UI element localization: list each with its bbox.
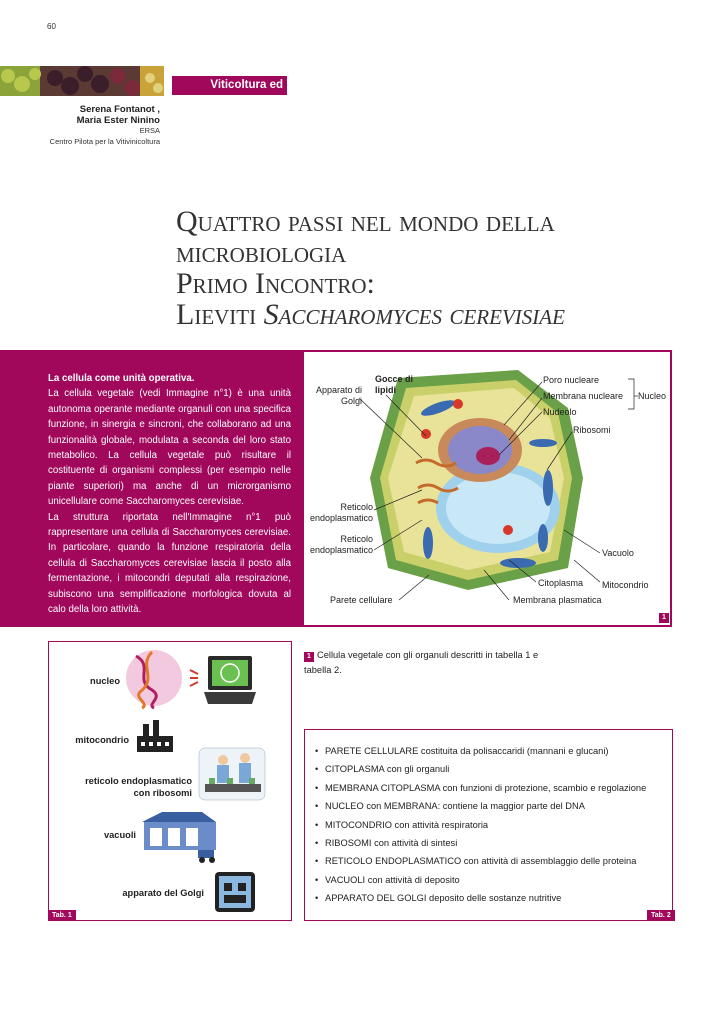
label-cell-wall: Parete cellulare	[330, 595, 393, 605]
warehouse-icon	[140, 810, 220, 869]
page-number: 60	[47, 22, 56, 31]
caption-number: 1	[304, 652, 314, 662]
shipping-icon	[214, 871, 256, 918]
label-golgi: Apparato di Golgi	[315, 385, 362, 406]
list-item: • PARETE CELLULARE costituita da polisaccaridi (mannani e glucani)	[315, 742, 665, 760]
author-name: Serena Fontanot ,	[79, 104, 160, 115]
computer-icon	[124, 648, 256, 715]
list-item: • RETICOLO ENDOPLASMATICO con attività di assemblaggio delle proteina	[315, 852, 665, 870]
label-cytoplasm: Citoplasma	[538, 578, 584, 588]
caption-text: Cellula vegetale con gli organuli descritti in tabella 1 e tabella 2.	[304, 650, 539, 675]
power-plant-icon	[135, 718, 175, 759]
title-line: Primo Incontro:	[176, 267, 375, 300]
label-vacuole: Vacuolo	[602, 548, 634, 558]
organization: ERSA	[139, 126, 160, 135]
section-banner: Viticoltura ed enologia	[172, 76, 287, 95]
organization-subtitle: Centro Pilota per la Vitivinicoltura	[49, 137, 160, 146]
label-line: con ribosomi	[133, 788, 192, 798]
list-item: • NUCLEO con MEMBRANA: contiene la maggior parte del DNA	[315, 797, 665, 815]
intro-paragraph: La struttura riportata nell'Immagine n°1 può rappresentare una cellula di Saccharomyces cerevisiae. In particolare, quando la funzione respiratoria della cellula di Saccharomyces cerevisiae lascia il posto alla fermentazione, i mitocondri deputati alla respirazione, subiscono una semplificazione morfologica dovuta al calo della loro attività.	[48, 511, 291, 616]
list-item: • RIBOSOMI con attività di sintesi	[315, 834, 665, 852]
intro-paragraph: La cellula vegetale (vedi Immagine n°1) è una unità autonoma operante mediante organuli con una specifica funzione, in sinergia e sincroni, che collaborano ad una funzionalità globale, modulata a seconda del loro stato metabolico. La cellula vegetale può risultare il costituente di organismi complessi (per esempio nelle piante superiori) ma anche di un microrganismo unicellulare come Saccharomyces cerevisiae.	[48, 388, 291, 508]
list-item: • MEMBRANA CITOPLASMA con funzioni di protezione, scambio e regolazione	[315, 779, 665, 797]
label-lipid: Gocce di lipidi	[375, 374, 414, 395]
figure-number: 1	[659, 613, 669, 623]
title-line: microbiologia	[176, 236, 347, 269]
label-pore: Poro nucleare	[543, 375, 600, 385]
table2-list	[315, 742, 665, 908]
author-names	[77, 104, 160, 126]
title-line: Quattro passi nel mondo della	[176, 205, 555, 238]
list-item: • MITOCONDRIO con attività respiratoria	[315, 816, 665, 834]
label-er-1: Reticolo endoplasmatico	[309, 502, 373, 523]
title-line	[176, 299, 696, 330]
label-ribosomes: Ribosomi	[573, 425, 611, 435]
table1-tag: Tab. 1	[48, 910, 76, 921]
label-er-2: Reticolo endoplasmatico	[309, 534, 373, 555]
label-nucleus: Nucleo	[638, 391, 667, 401]
author-name: Maria Ester Ninino	[76, 115, 160, 126]
intro-text	[48, 371, 291, 618]
label-nucleolus: Nudeolo	[543, 407, 577, 417]
table1-label-golgi: apparato del Golgi	[122, 888, 204, 898]
list-item: • APPARATO DEL GOLGI deposito delle sostanze nutritive	[315, 889, 665, 907]
list-item: • CITOPLASMA con gli organuli	[315, 760, 665, 778]
table1-label-vacuoli: vacuoli	[103, 830, 136, 840]
label-line: reticolo endoplasmatico	[85, 776, 192, 786]
table1-label-mitocondrio: mitocondrio	[75, 735, 129, 745]
table2-tag: Tab. 2	[647, 910, 675, 921]
intro-heading: La cellula come unità operativa.	[48, 373, 195, 384]
table1-label-reticolo	[60, 775, 192, 799]
grapes-banner-image	[0, 66, 164, 96]
label-mitochondrion: Mitocondrio	[602, 580, 649, 590]
figure-caption	[304, 648, 564, 678]
list-item: • VACUOLI con attività di deposito	[315, 871, 665, 889]
article-title	[176, 206, 696, 330]
title-text: Lieviti	[176, 298, 264, 331]
table-2	[304, 729, 673, 921]
label-nuc-membrane: Membrana nucleare	[543, 391, 624, 401]
title-species: Saccharomyces cerevisiae	[263, 298, 565, 331]
factory-workers-icon	[197, 738, 267, 811]
table1-label-nucleo: nucleo	[90, 676, 120, 686]
label-plasma-membrane: Membrana plasmatica	[513, 595, 602, 605]
